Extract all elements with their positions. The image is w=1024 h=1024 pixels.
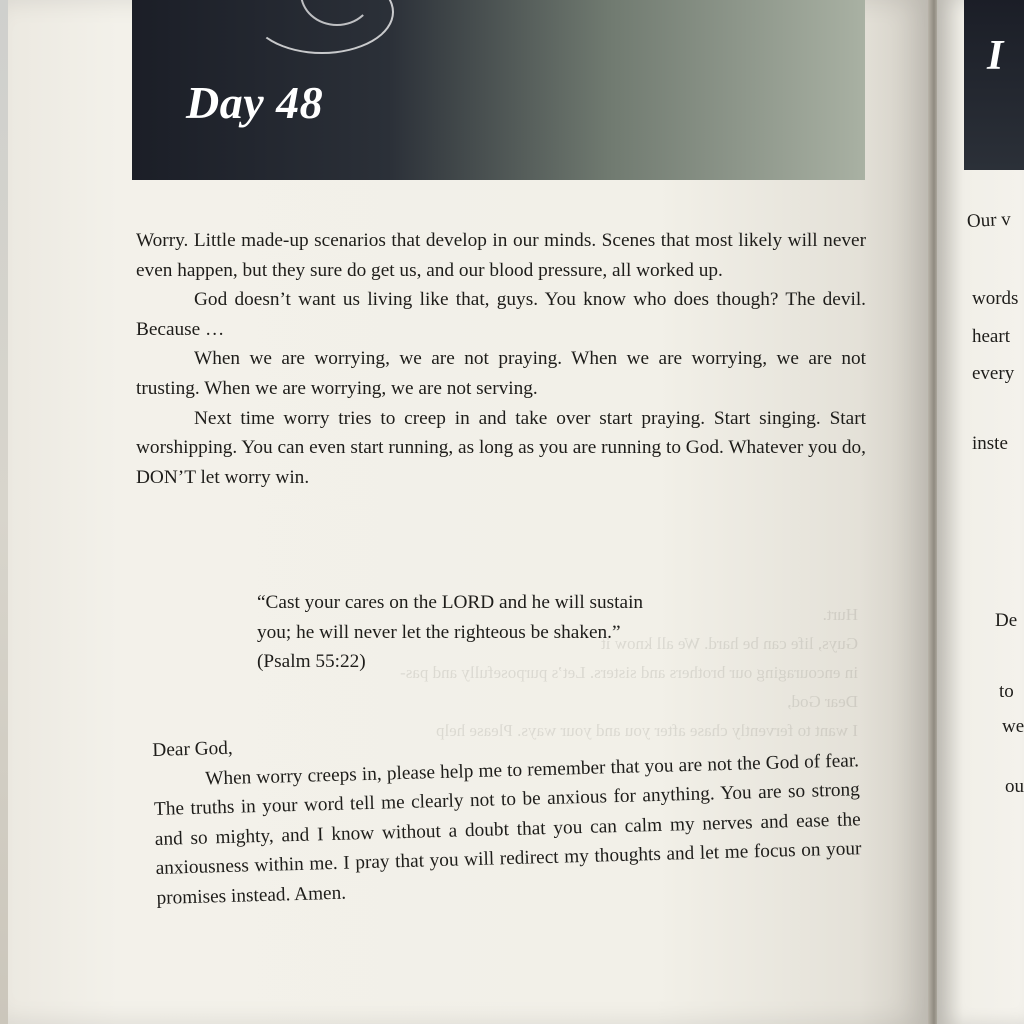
show-through-line: Dear God, xyxy=(787,692,858,711)
right-page-fragment: every xyxy=(972,363,1015,384)
show-through-line: I want to fervently chase after you and your ways. Please help xyxy=(435,721,858,740)
right-page xyxy=(937,0,1024,1024)
right-page-fragment: inste xyxy=(972,433,1008,454)
body-paragraph: God doesn’t want us living like that, guys. You know who does though? The devil. Because … xyxy=(136,289,866,340)
prayer-section xyxy=(152,716,863,913)
verse-line: “Cast your cares on the LORD and he will sustain xyxy=(257,592,644,613)
right-page-fragment: we xyxy=(1002,716,1024,737)
body-paragraph: Next time worry tries to creep in and take over start praying. Start singing. Start worshipping. You can even start running, as long as you are running to God. Whatever you do, DON’T let worry win. xyxy=(136,407,866,488)
body-paragraph: When we are worrying, we are not praying. When we are worrying, we are not trusting. When we are worrying, we are not serving. xyxy=(136,348,866,399)
right-page-fragment: Our v xyxy=(966,208,1012,233)
day-title: Day 48 xyxy=(186,77,324,128)
right-page-fragment: to xyxy=(999,681,1014,702)
right-page-fragment: words xyxy=(972,288,1019,309)
verse-line: you; he will never let the righteous be shaken.” xyxy=(257,621,621,643)
prayer-salutation: Dear God, xyxy=(152,737,233,761)
prayer-body: When worry creeps in, please help me to remember that you are not the God of fear. The truths in your word tell me clearly not to be anxious for anything. You are so strong and so mighty, and I know without a doubt that you can calm my nerves and ease the anxiousness within me. I pray that you will redirect my thoughts and let me focus on your promises instead. Amen. xyxy=(153,749,862,909)
right-page-fragment: ou xyxy=(1005,776,1024,797)
right-page-fragment: heart xyxy=(972,326,1010,347)
show-through-line: Hurt. xyxy=(822,605,858,624)
body-paragraph: Worry. Little made-up scenarios that develop in our minds. Scenes that most likely will never even happen, but they sure do get us, and our blood pressure, all worked up. xyxy=(136,230,866,281)
verse-reference: (Psalm 55:22) xyxy=(257,651,366,673)
devotional-body xyxy=(136,226,866,492)
right-header-letter: I xyxy=(987,33,1004,79)
right-header-banner xyxy=(964,0,1024,170)
scripture-quote xyxy=(257,588,817,677)
show-through-line: Guys, life can be hard. We all know it xyxy=(600,634,858,653)
show-through-line: in encouraging our brothers and sisters. Let’s purposefully and pas- xyxy=(400,663,858,682)
right-page-fragment: De xyxy=(995,610,1018,631)
